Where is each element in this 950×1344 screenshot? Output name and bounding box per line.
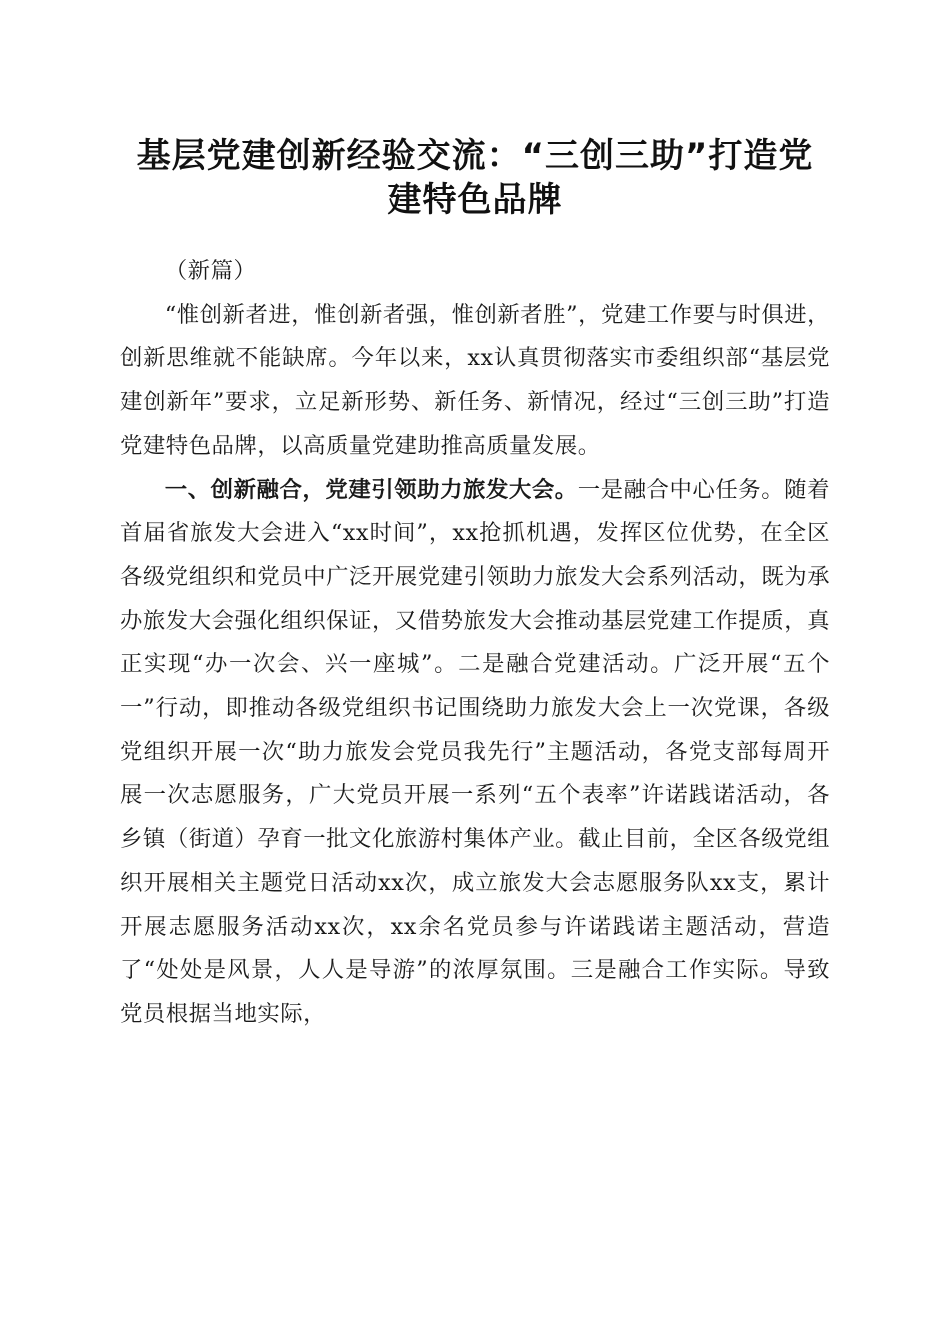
document-title <box>105 134 845 222</box>
document-body <box>120 250 830 1037</box>
section-1-paragraph <box>120 469 830 1037</box>
section-1-body: 一是融合中心任务。随着首届省旅发大会进入“xx时间”，xx抢抓机遇，发挥区位优势，在全区各级党组织和党员中广泛开展党建引领助力旅发大会系列活动，既为承办旅发大会强化组织保证，又借势旅发大会推动基层党建工作提质，真正实现“办一次会、兴一座城”。二是融合党建活动。广泛开展“五个一”行动，即推动各级党组织书记围绕助力旅发大会上一次党课，各级党组织开展一次“助力旅发会党员我先行”主题活动，各党支部每周开展一次志愿服务，广大党员开展一系列“五个表率”许诺践诺活动，各乡镇（街道）孕育一批文化旅游村集体产业。截止目前，全区各级党组织开展相关主题党日活动xx次，成立旅发大会志愿服务队xx支，累计开展志愿服务活动xx次，xx余名党员参与许诺践诺主题活动，营造了“处处是风景，人人是导游”的浓厚氛围。三是融合工作实际。导致党员根据当地实际， <box>120 476 831 1027</box>
section-1-heading: 一、创新融合，党建引领助力旅发大会。 <box>164 476 578 503</box>
intro-paragraph: “惟创新者进，惟创新者强，惟创新者胜”，党建工作要与时俱进，创新思维就不能缺席。今年以来，xx认真贯彻落实市委组织部“基层党建创新年”要求，立足新形势、新任务、新情况，经过“三创三助”打造党建特色品牌，以高质量党建助推高质量发展。 <box>120 301 830 459</box>
title-line-2: 建特色品牌 <box>387 180 563 220</box>
source-tag: （新篇） <box>164 258 257 284</box>
title-line-1: 基层党建创新经验交流：“三创三助”打造党 <box>136 136 814 176</box>
